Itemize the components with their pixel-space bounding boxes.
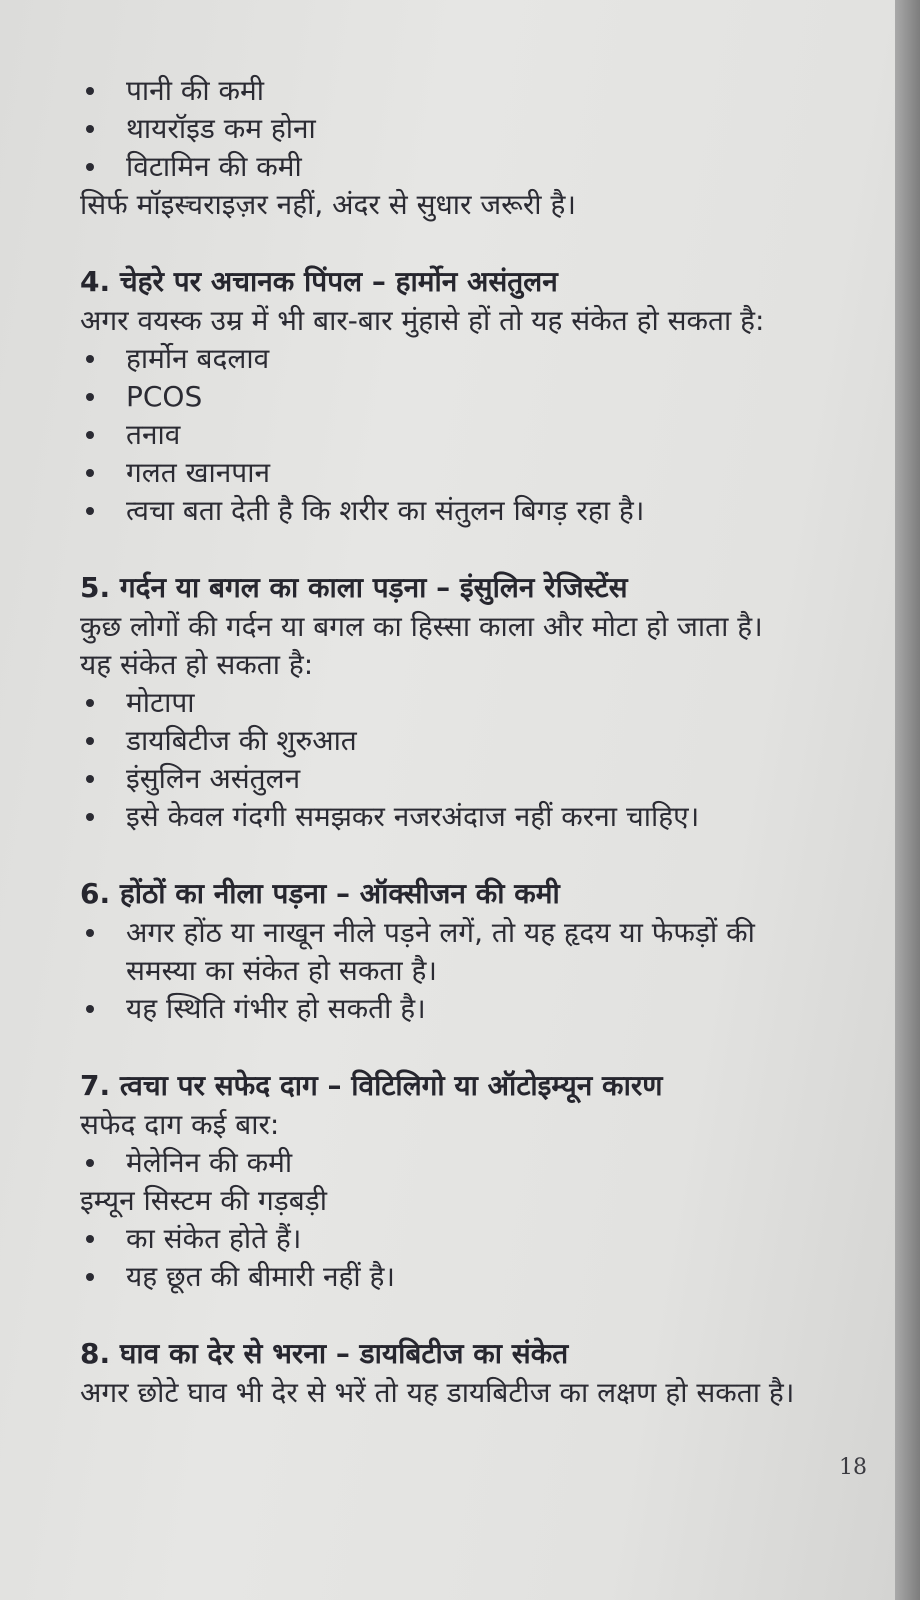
bullet-icon (86, 125, 94, 133)
list-item (80, 416, 855, 454)
page-edge-shadow (895, 0, 920, 1600)
bullet-icon (86, 1235, 94, 1243)
section-8-heading: 8. घाव का देर से भरना – डायबिटीज का संकेत (80, 1337, 569, 1370)
top-note: सिर्फ मॉइस्चराइज़र नहीं, अंदर से सुधार जरूरी है। (80, 188, 576, 221)
list-item (80, 148, 855, 186)
bullet-icon (86, 737, 94, 745)
list-item (80, 1220, 855, 1258)
top-list (80, 72, 855, 186)
section-5-heading: 5. गर्दन या बगल का काला पड़ना – इंसुलिन रेजिस्टेंस (80, 571, 628, 604)
list-item-text: मोटापा (126, 686, 195, 719)
list-item-text: इंसुलिन असंतुलन (126, 762, 301, 795)
bullet-icon (86, 355, 94, 363)
bullet-icon (86, 163, 94, 171)
list-item-text: हार्मोन बदलाव (126, 342, 270, 375)
bullet-icon (86, 393, 94, 401)
bullet-icon (86, 507, 94, 515)
list-item-text: विटामिन की कमी (126, 150, 302, 183)
list-item-text: तनाव (126, 418, 181, 451)
list-item-text: यह छूत की बीमारी नहीं है। (126, 1260, 396, 1293)
bullet-icon (86, 699, 94, 707)
page-number: 18 (839, 1455, 867, 1480)
bullet-icon (86, 775, 94, 783)
list-item-text: पानी की कमी (126, 74, 265, 107)
list-item (80, 990, 855, 1028)
list-item (80, 492, 855, 530)
section-7-list-a (80, 1144, 855, 1182)
bullet-icon (86, 87, 94, 95)
bullet-icon (86, 1273, 94, 1281)
section-5-list (80, 684, 855, 836)
section-4-intro: अगर वयस्क उम्र में भी बार-बार मुंहासे हों तो यह संकेत हो सकता है: (80, 304, 765, 337)
bullet-icon (86, 813, 94, 821)
bullet-icon (86, 929, 94, 937)
section-7-list-b (80, 1220, 855, 1296)
list-item-text: इसे केवल गंदगी समझकर नजरअंदाज नहीं करना चाहिए। (126, 800, 700, 833)
list-item (80, 1144, 855, 1182)
list-item (80, 110, 855, 148)
list-item-text: मेलेनिन की कमी (126, 1146, 293, 1179)
section-7-heading: 7. त्वचा पर सफेद दाग – विटिलिगो या ऑटोइम्यून कारण (80, 1069, 663, 1102)
bullet-icon (86, 431, 94, 439)
section-4-list (80, 340, 855, 530)
bullet-icon (86, 1159, 94, 1167)
list-item-text: गलत खानपान (126, 456, 271, 489)
section-7-plain-line: इम्यून सिस्टम की गड़बड़ी (80, 1184, 327, 1217)
section-6-heading: 6. होंठों का नीला पड़ना – ऑक्सीजन की कमी (80, 877, 560, 910)
section-7-intro: सफेद दाग कई बार: (80, 1108, 280, 1141)
section-5-intro-1: कुछ लोगों की गर्दन या बगल का हिस्सा काला और मोटा हो जाता है। (80, 610, 763, 643)
list-item (80, 914, 855, 990)
list-item (80, 1258, 855, 1296)
list-item-text-continued: समस्या का संकेत हो सकता है। (126, 954, 437, 987)
list-item (80, 798, 855, 836)
list-item-text: अगर होंठ या नाखून नीले पड़ने लगें, तो यह हृदय या फेफड़ों की (126, 916, 755, 949)
list-item (80, 72, 855, 110)
section-5-intro-2: यह संकेत हो सकता है: (80, 648, 314, 681)
list-item-text: डायबिटीज की शुरुआत (126, 724, 357, 757)
list-item-text: थायरॉइड कम होना (126, 112, 316, 145)
section-8-body: अगर छोटे घाव भी देर से भरें तो यह डायबिटीज का लक्षण हो सकता है। (80, 1376, 795, 1409)
list-item (80, 684, 855, 722)
bullet-icon (86, 469, 94, 477)
list-item (80, 722, 855, 760)
bullet-icon (86, 1005, 94, 1013)
section-6-list (80, 914, 855, 1028)
list-item-text: का संकेत होते हैं। (126, 1222, 302, 1255)
list-item (80, 378, 855, 416)
list-item (80, 454, 855, 492)
list-item-text: त्वचा बता देती है कि शरीर का संतुलन बिगड़ रहा है। (126, 494, 645, 527)
list-item (80, 760, 855, 798)
list-item (80, 340, 855, 378)
list-item-text: यह स्थिति गंभीर हो सकती है। (126, 992, 426, 1025)
section-4-heading: 4. चेहरे पर अचानक पिंपल – हार्मोन असंतुलन (80, 265, 558, 298)
list-item-text: PCOS (126, 380, 203, 413)
